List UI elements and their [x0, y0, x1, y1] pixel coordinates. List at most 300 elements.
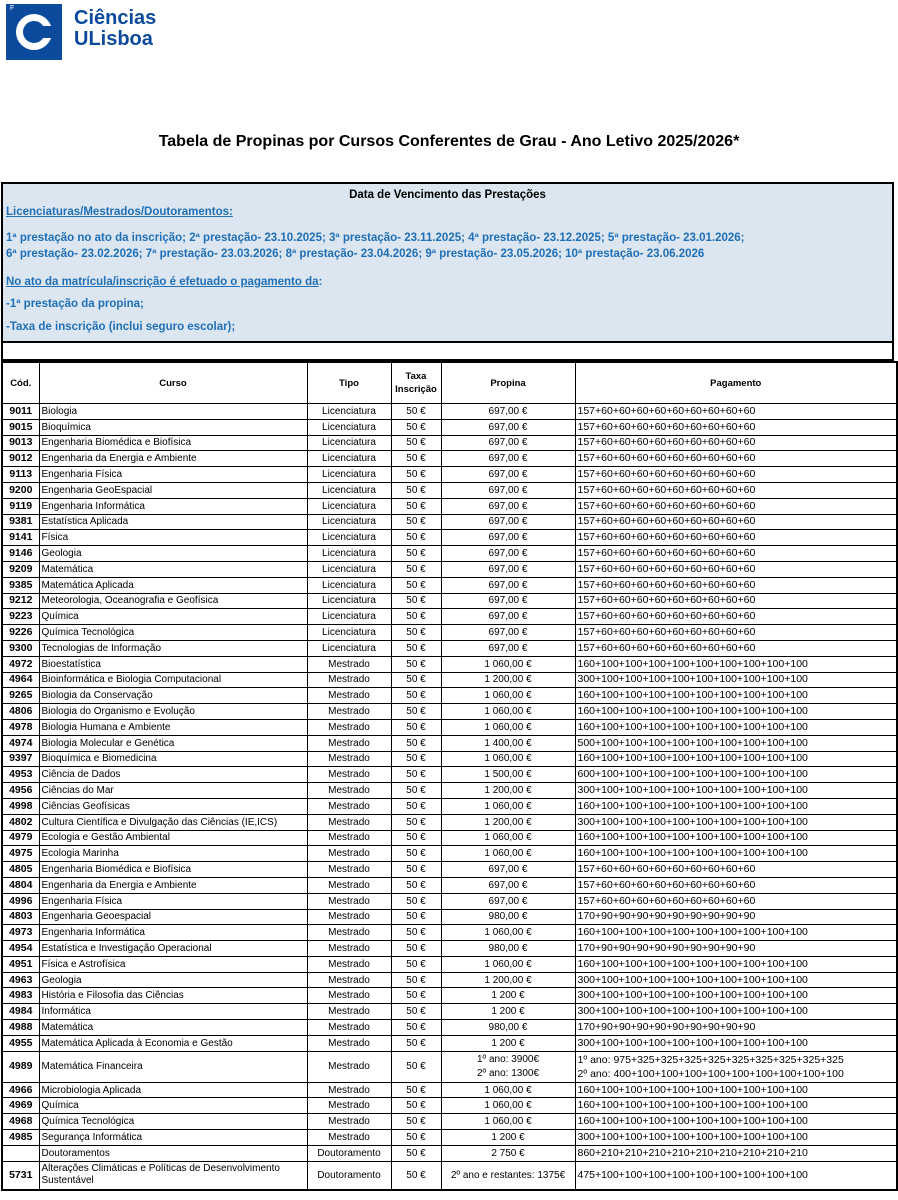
cell-curso: Física e Astrofísica	[39, 956, 307, 972]
cell-tipo: Licenciatura	[307, 593, 391, 609]
cell-curso: Estatística e Investigação Operacional	[39, 941, 307, 957]
cell-propina: 697,00 €	[441, 893, 575, 909]
cell-curso: Doutoramentos	[39, 1145, 307, 1161]
cell-taxa: 50 €	[391, 925, 441, 941]
cell-cod: 4988	[2, 1020, 39, 1036]
cell-taxa: 50 €	[391, 688, 441, 704]
cell-pagamento: 160+100+100+100+100+100+100+100+100+100	[575, 956, 897, 972]
cell-taxa: 50 €	[391, 435, 441, 451]
cell-pagamento: 157+60+60+60+60+60+60+60+60+60	[575, 893, 897, 909]
cell-taxa: 50 €	[391, 451, 441, 467]
table-row: 4989 Matemática Financeira Mestrado 50 € 1º ano: 3900€ 2º ano: 1300€ 1º ano: 975+325+325+325+325+325+325+325+325+325 2º ano: 400+100+100+100+100+100+100+100+100+100	[2, 1051, 897, 1082]
table-row	[2, 972, 897, 988]
cell-cod: 9300	[2, 640, 39, 656]
cell-propina: 697,00 €	[441, 467, 575, 483]
table-row	[2, 672, 897, 688]
cell-propina: 697,00 €	[441, 561, 575, 577]
cell-tipo: Mestrado	[307, 956, 391, 972]
cell-propina: 697,00 €	[441, 593, 575, 609]
cell-tipo: Mestrado	[307, 862, 391, 878]
cell-cod: 4803	[2, 909, 39, 925]
brand-line2: ULisboa	[74, 28, 153, 50]
cell-pagamento: 157+60+60+60+60+60+60+60+60+60	[575, 877, 897, 893]
cell-propina: 697,00 €	[441, 877, 575, 893]
cell-propina: 1 060,00 €	[441, 830, 575, 846]
cell-pagamento: 160+100+100+100+100+100+100+100+100+100	[575, 1114, 897, 1130]
cell-curso: Engenharia Física	[39, 893, 307, 909]
cell-propina: 1 060,00 €	[441, 1098, 575, 1114]
cell-pagamento: 157+60+60+60+60+60+60+60+60+60	[575, 530, 897, 546]
cell-tipo: Licenciatura	[307, 640, 391, 656]
cell-taxa: 50 €	[391, 482, 441, 498]
cell-cod: 4804	[2, 877, 39, 893]
cell-tipo: Mestrado	[307, 735, 391, 751]
table-row	[2, 893, 897, 909]
cell-propina: 697,00 €	[441, 862, 575, 878]
table-row	[2, 956, 897, 972]
cell-tipo: Licenciatura	[307, 561, 391, 577]
cell-tipo: Doutoramento	[307, 1145, 391, 1161]
cell-curso: História e Filosofia das Ciências	[39, 988, 307, 1004]
cell-curso: Segurança Informática	[39, 1130, 307, 1146]
cell-taxa: 50 €	[391, 1020, 441, 1036]
cell-cod: 4955	[2, 1035, 39, 1051]
col-tipo: Tipo	[307, 362, 391, 404]
cell-cod: 4968	[2, 1114, 39, 1130]
cell-cod: 4802	[2, 814, 39, 830]
cell-cod: 9226	[2, 625, 39, 641]
cell-pagamento: 300+100+100+100+100+100+100+100+100+100	[575, 783, 897, 799]
cell-taxa: 50 €	[391, 577, 441, 593]
cell-propina: 1 060,00 €	[441, 798, 575, 814]
cell-cod: 9113	[2, 467, 39, 483]
cell-tipo: Licenciatura	[307, 625, 391, 641]
cell-pagamento: 300+100+100+100+100+100+100+100+100+100	[575, 972, 897, 988]
cell-propina: 697,00 €	[441, 435, 575, 451]
cell-taxa: 50 €	[391, 1114, 441, 1130]
table-row	[2, 640, 897, 656]
cell-tipo: Licenciatura	[307, 514, 391, 530]
cell-curso: Engenharia GeoEspacial	[39, 482, 307, 498]
cell-pagamento: 157+60+60+60+60+60+60+60+60+60	[575, 482, 897, 498]
cell-taxa: 50 €	[391, 672, 441, 688]
cell-curso: Engenharia Informática	[39, 925, 307, 941]
table-row	[2, 941, 897, 957]
cell-tipo: Mestrado	[307, 767, 391, 783]
table-row	[2, 1020, 897, 1036]
table-row	[2, 830, 897, 846]
cell-propina: 697,00 €	[441, 498, 575, 514]
cell-taxa: 50 €	[391, 877, 441, 893]
table-row	[2, 561, 897, 577]
cell-propina: 1 060,00 €	[441, 656, 575, 672]
cell-tipo: Licenciatura	[307, 467, 391, 483]
cell-curso: Geologia	[39, 546, 307, 562]
cell-tipo: Mestrado	[307, 688, 391, 704]
cell-pagamento: 160+100+100+100+100+100+100+100+100+100	[575, 656, 897, 672]
col-curso: Curso	[39, 362, 307, 404]
cell-tipo: Mestrado	[307, 719, 391, 735]
cell-cod: 9385	[2, 577, 39, 593]
cell-cod: 9397	[2, 751, 39, 767]
cell-cod: 9200	[2, 482, 39, 498]
cell-curso: Química	[39, 1098, 307, 1114]
cell-curso: Física	[39, 530, 307, 546]
cell-cod: 4974	[2, 735, 39, 751]
cell-cod: 9119	[2, 498, 39, 514]
cell-curso: Matemática	[39, 561, 307, 577]
panel-heading: Data de Vencimento das Prestações	[349, 189, 546, 201]
cell-cod: 4951	[2, 956, 39, 972]
cell-pagamento: 160+100+100+100+100+100+100+100+100+100	[575, 688, 897, 704]
cell-tipo: Mestrado	[307, 1130, 391, 1146]
cell-propina: 1 060,00 €	[441, 925, 575, 941]
cell-propina: 697,00 €	[441, 514, 575, 530]
cell-tipo: Licenciatura	[307, 435, 391, 451]
cell-curso: Bioquímica	[39, 419, 307, 435]
cell-cod: 4998	[2, 798, 39, 814]
cell-propina: 1 060,00 €	[441, 688, 575, 704]
cell-curso: Matemática Aplicada à Economia e Gestão	[39, 1035, 307, 1051]
table-row	[2, 498, 897, 514]
cell-tipo: Mestrado	[307, 941, 391, 957]
table-row	[2, 609, 897, 625]
table-row	[2, 814, 897, 830]
cell-pagamento: 170+90+90+90+90+90+90+90+90+90	[575, 941, 897, 957]
table-row	[2, 988, 897, 1004]
enrolment-item-1: -1ª prestação da propina;	[6, 298, 144, 310]
cell-curso: Química Tecnológica	[39, 625, 307, 641]
page-title: Tabela de Propinas por Cursos Conferentes de Grau - Ano Letivo 2025/2026*	[158, 133, 740, 150]
table-row	[2, 467, 897, 483]
cell-taxa: 50 €	[391, 798, 441, 814]
cell-curso: Biologia Humana e Ambiente	[39, 719, 307, 735]
col-cod: Cód.	[2, 362, 39, 404]
cell-cod: 9015	[2, 419, 39, 435]
table-row	[2, 1130, 897, 1146]
cell-cod	[2, 1145, 39, 1161]
cell-propina: 2 750 €	[441, 1145, 575, 1161]
cell-pagamento: 160+100+100+100+100+100+100+100+100+100	[575, 751, 897, 767]
fees-table	[1, 361, 898, 1191]
cell-propina: 697,00 €	[441, 482, 575, 498]
cell-taxa: 50 €	[391, 988, 441, 1004]
cell-pagamento: 157+60+60+60+60+60+60+60+60+60	[575, 514, 897, 530]
cell-curso: Biologia	[39, 404, 307, 420]
cell-pagamento: 160+100+100+100+100+100+100+100+100+100	[575, 798, 897, 814]
cell-curso: Microbiologia Aplicada	[39, 1082, 307, 1098]
cell-tipo: Mestrado	[307, 909, 391, 925]
cell-curso: Engenharia Geoespacial	[39, 909, 307, 925]
cell-tipo: Licenciatura	[307, 482, 391, 498]
cell-cod: 4983	[2, 988, 39, 1004]
cell-tipo: Mestrado	[307, 672, 391, 688]
cell-taxa: 50 €	[391, 846, 441, 862]
cell-tipo: Mestrado	[307, 751, 391, 767]
col-propina: Propina	[441, 362, 575, 404]
cell-taxa: 50 €	[391, 909, 441, 925]
cell-pagamento: 160+100+100+100+100+100+100+100+100+100	[575, 830, 897, 846]
cell-taxa: 50 €	[391, 783, 441, 799]
table-row	[2, 1145, 897, 1161]
cell-taxa: 50 €	[391, 1004, 441, 1020]
cell-cod: 9209	[2, 561, 39, 577]
logo-letter: F	[10, 5, 15, 12]
cell-curso: Biologia da Conservação	[39, 688, 307, 704]
cell-propina: 697,00 €	[441, 609, 575, 625]
cell-taxa: 50 €	[391, 530, 441, 546]
cell-taxa: 50 €	[391, 404, 441, 420]
cell-pagamento: 160+100+100+100+100+100+100+100+100+100	[575, 1098, 897, 1114]
cell-cod: 9223	[2, 609, 39, 625]
cell-taxa: 50 €	[391, 1098, 441, 1114]
cell-pagamento: 157+60+60+60+60+60+60+60+60+60	[575, 419, 897, 435]
cell-curso: Bioquímica e Biomedicina	[39, 751, 307, 767]
cell-cod: 4963	[2, 972, 39, 988]
cell-curso: Engenharia Física	[39, 467, 307, 483]
cell-pagamento: 157+60+60+60+60+60+60+60+60+60	[575, 609, 897, 625]
cell-tipo: Mestrado	[307, 783, 391, 799]
table-row	[2, 862, 897, 878]
cell-pagamento: 157+60+60+60+60+60+60+60+60+60	[575, 498, 897, 514]
table-body	[2, 404, 897, 1052]
cell-cod: 4805	[2, 862, 39, 878]
cell-pagamento: 160+100+100+100+100+100+100+100+100+100	[575, 1082, 897, 1098]
cell-tipo: Licenciatura	[307, 451, 391, 467]
table-row	[2, 877, 897, 893]
cell-taxa: 50 €	[391, 593, 441, 609]
cell-taxa: 50 €	[391, 467, 441, 483]
cell-tipo: Mestrado	[307, 893, 391, 909]
cell-pagamento: 860+210+210+210+210+210+210+210+210+210	[575, 1145, 897, 1161]
cell-cod: 4972	[2, 656, 39, 672]
cell-cod: 9141	[2, 530, 39, 546]
table-row	[2, 1098, 897, 1114]
table-row	[2, 1035, 897, 1051]
cell-pagamento: 157+60+60+60+60+60+60+60+60+60	[575, 862, 897, 878]
cell-taxa: 50 €	[391, 546, 441, 562]
cell-curso: Geologia	[39, 972, 307, 988]
cell-tipo: Licenciatura	[307, 404, 391, 420]
cell-propina: 1 200 €	[441, 1035, 575, 1051]
cell-cod: 4978	[2, 719, 39, 735]
brand-line1: Ciências	[74, 7, 157, 29]
cell-propina: 1 060,00 €	[441, 956, 575, 972]
cell-curso: Tecnologias de Informação	[39, 640, 307, 656]
cell-propina: 1 200,00 €	[441, 972, 575, 988]
table-row	[2, 546, 897, 562]
cell-tipo: Mestrado	[307, 798, 391, 814]
cell-propina: 1 060,00 €	[441, 751, 575, 767]
cell-pagamento: 160+100+100+100+100+100+100+100+100+100	[575, 719, 897, 735]
cell-propina: 1 060,00 €	[441, 1082, 575, 1098]
cell-taxa: 50 €	[391, 941, 441, 957]
dates-line-2: 6ª prestação- 23.02.2026; 7ª prestação- 23.03.2026; 8ª prestação- 23.04.2026; 9ª prestação- 23.05.2026; 10ª prestação- 23.06.2026	[6, 248, 705, 260]
cell-propina: 697,00 €	[441, 419, 575, 435]
table-row	[2, 514, 897, 530]
cell-tipo: Mestrado	[307, 925, 391, 941]
cell-cod: 4969	[2, 1098, 39, 1114]
cell-cod: 4975	[2, 846, 39, 862]
table-row: 5731 Alterações Climáticas e Políticas de Desenvolvimento Sustentável Doutoramento 50 € 2º ano e restantes: 1375€ 475+100+100+100+100+100+100+100+100+100	[2, 1161, 897, 1190]
cell-taxa: 50 €	[391, 735, 441, 751]
cell-propina: 1 400,00 €	[441, 735, 575, 751]
cell-pagamento: 157+60+60+60+60+60+60+60+60+60	[575, 435, 897, 451]
cell-pagamento: 600+100+100+100+100+100+100+100+100+100	[575, 767, 897, 783]
cell-taxa: 50 €	[391, 956, 441, 972]
cell-propina: 980,00 €	[441, 1020, 575, 1036]
cell-propina: 1 200 €	[441, 1130, 575, 1146]
cell-propina: 697,00 €	[441, 546, 575, 562]
cell-cod: 4979	[2, 830, 39, 846]
cell-curso: Ciência de Dados	[39, 767, 307, 783]
cell-propina: 697,00 €	[441, 451, 575, 467]
table-row	[2, 451, 897, 467]
cell-curso: Engenharia Informática	[39, 498, 307, 514]
cell-taxa: 50 €	[391, 767, 441, 783]
cell-taxa: 50 €	[391, 625, 441, 641]
cell-curso: Ecologia e Gestão Ambiental	[39, 830, 307, 846]
cell-propina: 697,00 €	[441, 577, 575, 593]
table-row	[2, 530, 897, 546]
cell-tipo: Mestrado	[307, 972, 391, 988]
table-row	[2, 577, 897, 593]
dates-line-1: 1ª prestação no ato da inscrição; 2ª prestação- 23.10.2025; 3ª prestação- 23.11.2025; 4ª prestação- 23.12.2025; 5ª prestação- 23.01.2026;	[6, 232, 745, 244]
cell-cod: 4956	[2, 783, 39, 799]
table-row	[2, 625, 897, 641]
cell-curso: Engenharia da Energia e Ambiente	[39, 451, 307, 467]
table-row	[2, 419, 897, 435]
cell-cod: 9381	[2, 514, 39, 530]
cell-taxa: 50 €	[391, 830, 441, 846]
table-body-2	[2, 1082, 897, 1161]
cell-propina: 1 200 €	[441, 1004, 575, 1020]
cell-curso: Ciências Geofísicas	[39, 798, 307, 814]
cell-taxa: 50 €	[391, 561, 441, 577]
cell-taxa: 50 €	[391, 814, 441, 830]
cell-tipo: Licenciatura	[307, 530, 391, 546]
cell-pagamento: 300+100+100+100+100+100+100+100+100+100	[575, 988, 897, 1004]
table-row	[2, 404, 897, 420]
table-row	[2, 1114, 897, 1130]
cell-propina: 980,00 €	[441, 909, 575, 925]
cell-curso: Química	[39, 609, 307, 625]
cell-curso: Biologia do Organismo e Evolução	[39, 704, 307, 720]
table-row	[2, 719, 897, 735]
cell-tipo: Licenciatura	[307, 498, 391, 514]
cell-propina: 1 200 €	[441, 988, 575, 1004]
cell-curso: Matemática	[39, 1020, 307, 1036]
cell-pagamento: 157+60+60+60+60+60+60+60+60+60	[575, 593, 897, 609]
cell-curso: Engenharia Biomédica e Biofísica	[39, 435, 307, 451]
table-row	[2, 751, 897, 767]
cell-propina: 1 060,00 €	[441, 846, 575, 862]
cell-taxa: 50 €	[391, 972, 441, 988]
cell-curso: Bioestatística	[39, 656, 307, 672]
table-row	[2, 846, 897, 862]
cell-taxa: 50 €	[391, 1082, 441, 1098]
cell-tipo: Mestrado	[307, 1020, 391, 1036]
cell-propina: 980,00 €	[441, 941, 575, 957]
cell-cod: 4984	[2, 1004, 39, 1020]
cell-pagamento: 300+100+100+100+100+100+100+100+100+100	[575, 1004, 897, 1020]
cell-tipo: Mestrado	[307, 846, 391, 862]
cell-tipo: Mestrado	[307, 656, 391, 672]
cell-taxa: 50 €	[391, 1145, 441, 1161]
cell-cod: 4953	[2, 767, 39, 783]
cell-taxa: 50 €	[391, 862, 441, 878]
cell-taxa: 50 €	[391, 704, 441, 720]
table-row	[2, 688, 897, 704]
cell-tipo: Mestrado	[307, 1082, 391, 1098]
cell-pagamento: 157+60+60+60+60+60+60+60+60+60	[575, 577, 897, 593]
cell-propina: 697,00 €	[441, 625, 575, 641]
table-header-row	[2, 362, 897, 404]
table-row	[2, 925, 897, 941]
cell-pagamento: 157+60+60+60+60+60+60+60+60+60	[575, 625, 897, 641]
cell-tipo: Mestrado	[307, 1035, 391, 1051]
cell-curso: Química Tecnológica	[39, 1114, 307, 1130]
cell-taxa: 50 €	[391, 1130, 441, 1146]
cell-pagamento: 157+60+60+60+60+60+60+60+60+60	[575, 546, 897, 562]
cell-cod: 9013	[2, 435, 39, 451]
cell-cod: 9146	[2, 546, 39, 562]
cell-propina: 697,00 €	[441, 640, 575, 656]
cell-cod: 9212	[2, 593, 39, 609]
cell-pagamento: 157+60+60+60+60+60+60+60+60+60	[575, 451, 897, 467]
cell-taxa: 50 €	[391, 893, 441, 909]
cell-tipo: Mestrado	[307, 877, 391, 893]
payment-dates-panel	[1, 182, 894, 343]
cell-cod: 4964	[2, 672, 39, 688]
cell-curso: Informática	[39, 1004, 307, 1020]
cell-pagamento: 170+90+90+90+90+90+90+90+90+90	[575, 909, 897, 925]
cell-pagamento: 160+100+100+100+100+100+100+100+100+100	[575, 925, 897, 941]
cell-pagamento: 300+100+100+100+100+100+100+100+100+100	[575, 1130, 897, 1146]
cell-propina: 1 200,00 €	[441, 783, 575, 799]
table-row	[2, 735, 897, 751]
table-row	[2, 798, 897, 814]
cell-pagamento: 500+100+100+100+100+100+100+100+100+100	[575, 735, 897, 751]
cell-cod: 4973	[2, 925, 39, 941]
cell-taxa: 50 €	[391, 498, 441, 514]
cell-taxa: 50 €	[391, 419, 441, 435]
cell-propina: 1 200,00 €	[441, 672, 575, 688]
cell-tipo: Mestrado	[307, 1114, 391, 1130]
table-row	[2, 783, 897, 799]
cell-taxa: 50 €	[391, 751, 441, 767]
cell-curso: Engenharia Biomédica e Biofísica	[39, 862, 307, 878]
cell-propina: 697,00 €	[441, 530, 575, 546]
cell-taxa: 50 €	[391, 609, 441, 625]
cell-pagamento: 300+100+100+100+100+100+100+100+100+100	[575, 1035, 897, 1051]
cell-cod: 4806	[2, 704, 39, 720]
cell-tipo: Licenciatura	[307, 609, 391, 625]
cell-tipo: Licenciatura	[307, 419, 391, 435]
cell-cod: 4996	[2, 893, 39, 909]
cell-tipo: Mestrado	[307, 988, 391, 1004]
cell-tipo: Mestrado	[307, 830, 391, 846]
cell-cod: 9265	[2, 688, 39, 704]
cell-cod: 4954	[2, 941, 39, 957]
table-row	[2, 909, 897, 925]
cell-pagamento: 160+100+100+100+100+100+100+100+100+100	[575, 846, 897, 862]
cell-curso: Ciências do Mar	[39, 783, 307, 799]
cell-pagamento: 160+100+100+100+100+100+100+100+100+100	[575, 704, 897, 720]
cell-taxa: 50 €	[391, 1035, 441, 1051]
cell-pagamento: 157+60+60+60+60+60+60+60+60+60	[575, 404, 897, 420]
cell-propina: 697,00 €	[441, 404, 575, 420]
